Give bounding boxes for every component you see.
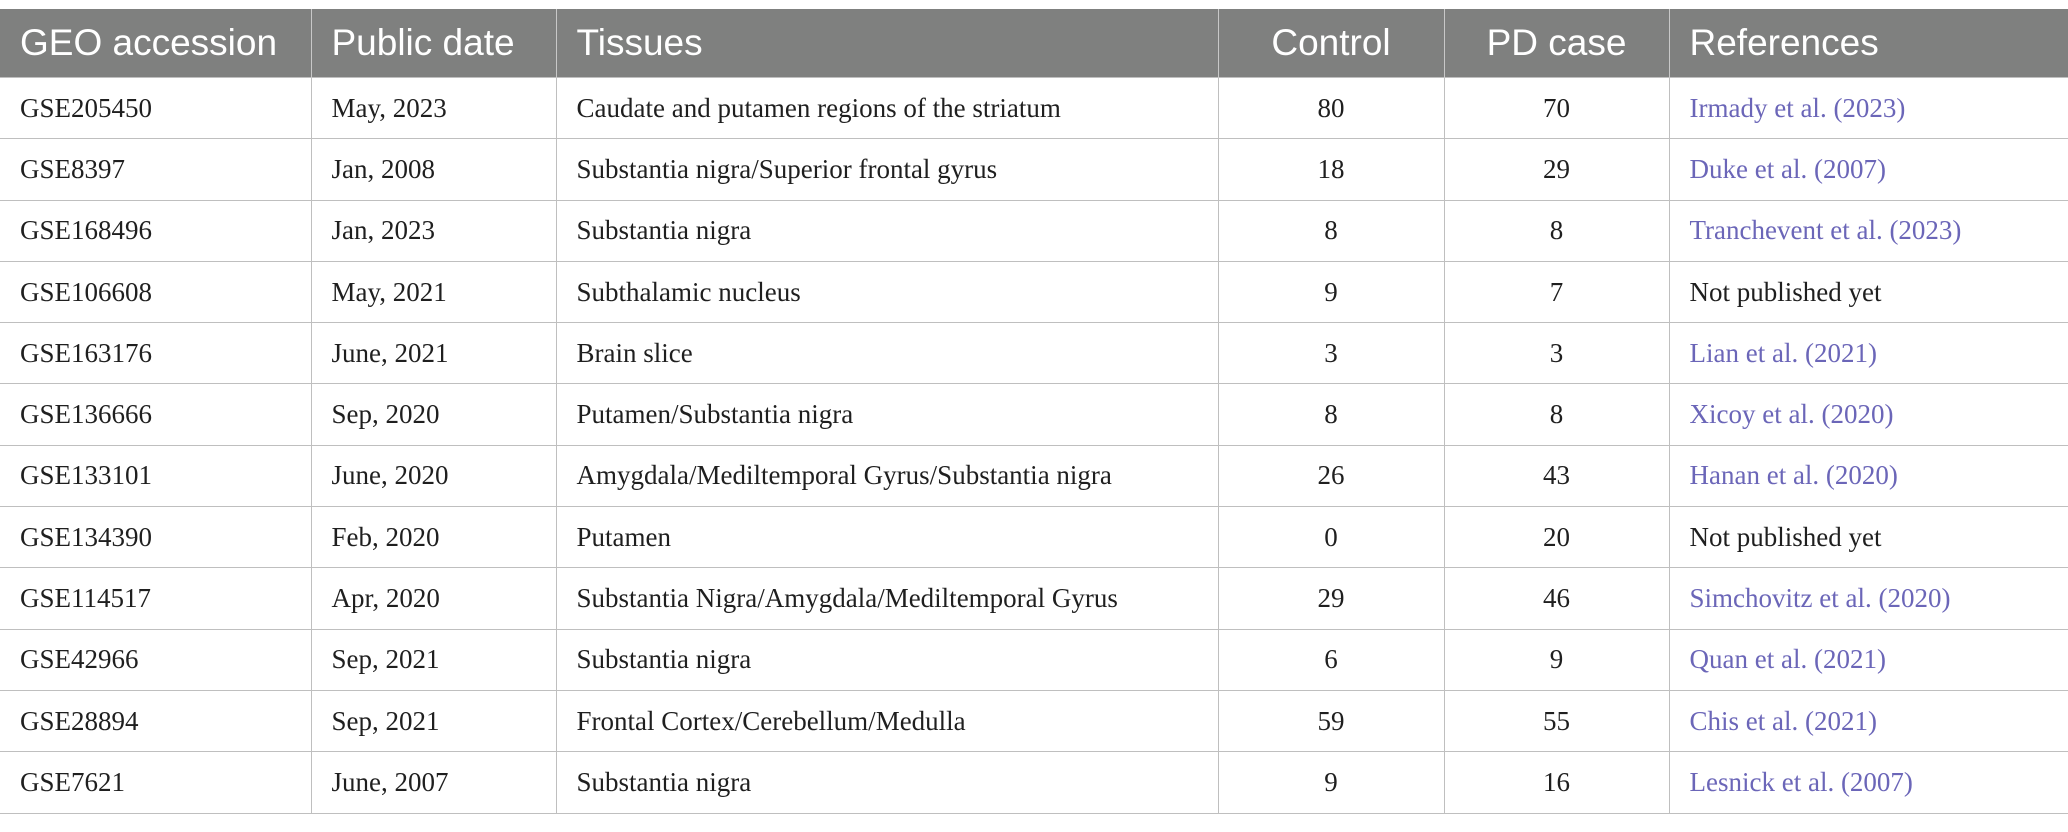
cell-control: 8 bbox=[1218, 384, 1444, 445]
cell-tissues: Caudate and putamen regions of the striatum bbox=[556, 78, 1218, 139]
cell-control: 3 bbox=[1218, 323, 1444, 384]
cell-geo-accession: GSE28894 bbox=[0, 690, 311, 751]
cell-pd-case: 55 bbox=[1444, 690, 1669, 751]
table-row bbox=[0, 261, 2068, 322]
geo-datasets-table bbox=[0, 9, 2068, 814]
reference-link[interactable]: Irmady et al. (2023) bbox=[1669, 78, 2068, 139]
table-body bbox=[0, 78, 2068, 814]
geo-datasets-table-container bbox=[0, 9, 2068, 814]
cell-geo-accession: GSE205450 bbox=[0, 78, 311, 139]
reference-link[interactable]: Tranchevent et al. (2023) bbox=[1669, 200, 2068, 261]
cell-pd-case: 46 bbox=[1444, 568, 1669, 629]
cell-public-date: Sep, 2021 bbox=[311, 690, 556, 751]
cell-tissues: Amygdala/Mediltemporal Gyrus/Substantia nigra bbox=[556, 445, 1218, 506]
cell-public-date: Jan, 2008 bbox=[311, 139, 556, 200]
cell-control: 6 bbox=[1218, 629, 1444, 690]
cell-public-date: Apr, 2020 bbox=[311, 568, 556, 629]
cell-public-date: June, 2021 bbox=[311, 323, 556, 384]
cell-public-date: May, 2023 bbox=[311, 78, 556, 139]
cell-public-date: Feb, 2020 bbox=[311, 507, 556, 568]
cell-public-date: June, 2020 bbox=[311, 445, 556, 506]
table-row bbox=[0, 139, 2068, 200]
cell-geo-accession: GSE136666 bbox=[0, 384, 311, 445]
cell-tissues: Substantia nigra bbox=[556, 200, 1218, 261]
cell-control: 0 bbox=[1218, 507, 1444, 568]
cell-pd-case: 8 bbox=[1444, 384, 1669, 445]
header-pd-case: PD case bbox=[1444, 9, 1669, 78]
cell-reference: Not published yet bbox=[1669, 261, 2068, 322]
cell-tissues: Substantia nigra bbox=[556, 629, 1218, 690]
header-control: Control bbox=[1218, 9, 1444, 78]
cell-geo-accession: GSE8397 bbox=[0, 139, 311, 200]
cell-control: 80 bbox=[1218, 78, 1444, 139]
header-references: References bbox=[1669, 9, 2068, 78]
cell-tissues: Frontal Cortex/Cerebellum/Medulla bbox=[556, 690, 1218, 751]
cell-public-date: June, 2007 bbox=[311, 752, 556, 813]
cell-pd-case: 16 bbox=[1444, 752, 1669, 813]
cell-pd-case: 8 bbox=[1444, 200, 1669, 261]
cell-geo-accession: GSE114517 bbox=[0, 568, 311, 629]
header-tissues: Tissues bbox=[556, 9, 1218, 78]
reference-link[interactable]: Lesnick et al. (2007) bbox=[1669, 752, 2068, 813]
header-public-date: Public date bbox=[311, 9, 556, 78]
cell-control: 59 bbox=[1218, 690, 1444, 751]
cell-control: 18 bbox=[1218, 139, 1444, 200]
cell-public-date: May, 2021 bbox=[311, 261, 556, 322]
cell-public-date: Sep, 2021 bbox=[311, 629, 556, 690]
reference-link[interactable]: Duke et al. (2007) bbox=[1669, 139, 2068, 200]
cell-tissues: Putamen bbox=[556, 507, 1218, 568]
table-row bbox=[0, 78, 2068, 139]
cell-tissues: Substantia nigra/Superior frontal gyrus bbox=[556, 139, 1218, 200]
reference-link[interactable]: Chis et al. (2021) bbox=[1669, 690, 2068, 751]
cell-pd-case: 7 bbox=[1444, 261, 1669, 322]
cell-geo-accession: GSE42966 bbox=[0, 629, 311, 690]
cell-public-date: Jan, 2023 bbox=[311, 200, 556, 261]
cell-geo-accession: GSE133101 bbox=[0, 445, 311, 506]
cell-tissues: Subthalamic nucleus bbox=[556, 261, 1218, 322]
cell-tissues: Putamen/Substantia nigra bbox=[556, 384, 1218, 445]
table-header bbox=[0, 9, 2068, 78]
cell-tissues: Substantia nigra bbox=[556, 752, 1218, 813]
cell-pd-case: 3 bbox=[1444, 323, 1669, 384]
reference-link[interactable]: Simchovitz et al. (2020) bbox=[1669, 568, 2068, 629]
table-row bbox=[0, 629, 2068, 690]
cell-control: 29 bbox=[1218, 568, 1444, 629]
cell-pd-case: 29 bbox=[1444, 139, 1669, 200]
cell-public-date: Sep, 2020 bbox=[311, 384, 556, 445]
cell-pd-case: 43 bbox=[1444, 445, 1669, 506]
reference-link[interactable]: Xicoy et al. (2020) bbox=[1669, 384, 2068, 445]
table-row bbox=[0, 507, 2068, 568]
cell-geo-accession: GSE134390 bbox=[0, 507, 311, 568]
header-row bbox=[0, 9, 2068, 78]
cell-pd-case: 20 bbox=[1444, 507, 1669, 568]
table-row bbox=[0, 752, 2068, 813]
cell-pd-case: 9 bbox=[1444, 629, 1669, 690]
table-row bbox=[0, 690, 2068, 751]
cell-geo-accession: GSE163176 bbox=[0, 323, 311, 384]
cell-tissues: Substantia Nigra/Amygdala/Mediltemporal Gyrus bbox=[556, 568, 1218, 629]
cell-geo-accession: GSE106608 bbox=[0, 261, 311, 322]
reference-link[interactable]: Lian et al. (2021) bbox=[1669, 323, 2068, 384]
table-row bbox=[0, 323, 2068, 384]
cell-control: 9 bbox=[1218, 752, 1444, 813]
cell-geo-accession: GSE7621 bbox=[0, 752, 311, 813]
reference-link[interactable]: Quan et al. (2021) bbox=[1669, 629, 2068, 690]
table-row bbox=[0, 200, 2068, 261]
header-geo-accession: GEO accession bbox=[0, 9, 311, 78]
cell-control: 26 bbox=[1218, 445, 1444, 506]
cell-control: 9 bbox=[1218, 261, 1444, 322]
table-row bbox=[0, 445, 2068, 506]
table-row bbox=[0, 384, 2068, 445]
reference-link[interactable]: Hanan et al. (2020) bbox=[1669, 445, 2068, 506]
cell-reference: Not published yet bbox=[1669, 507, 2068, 568]
cell-tissues: Brain slice bbox=[556, 323, 1218, 384]
table-row bbox=[0, 568, 2068, 629]
cell-control: 8 bbox=[1218, 200, 1444, 261]
cell-pd-case: 70 bbox=[1444, 78, 1669, 139]
cell-geo-accession: GSE168496 bbox=[0, 200, 311, 261]
